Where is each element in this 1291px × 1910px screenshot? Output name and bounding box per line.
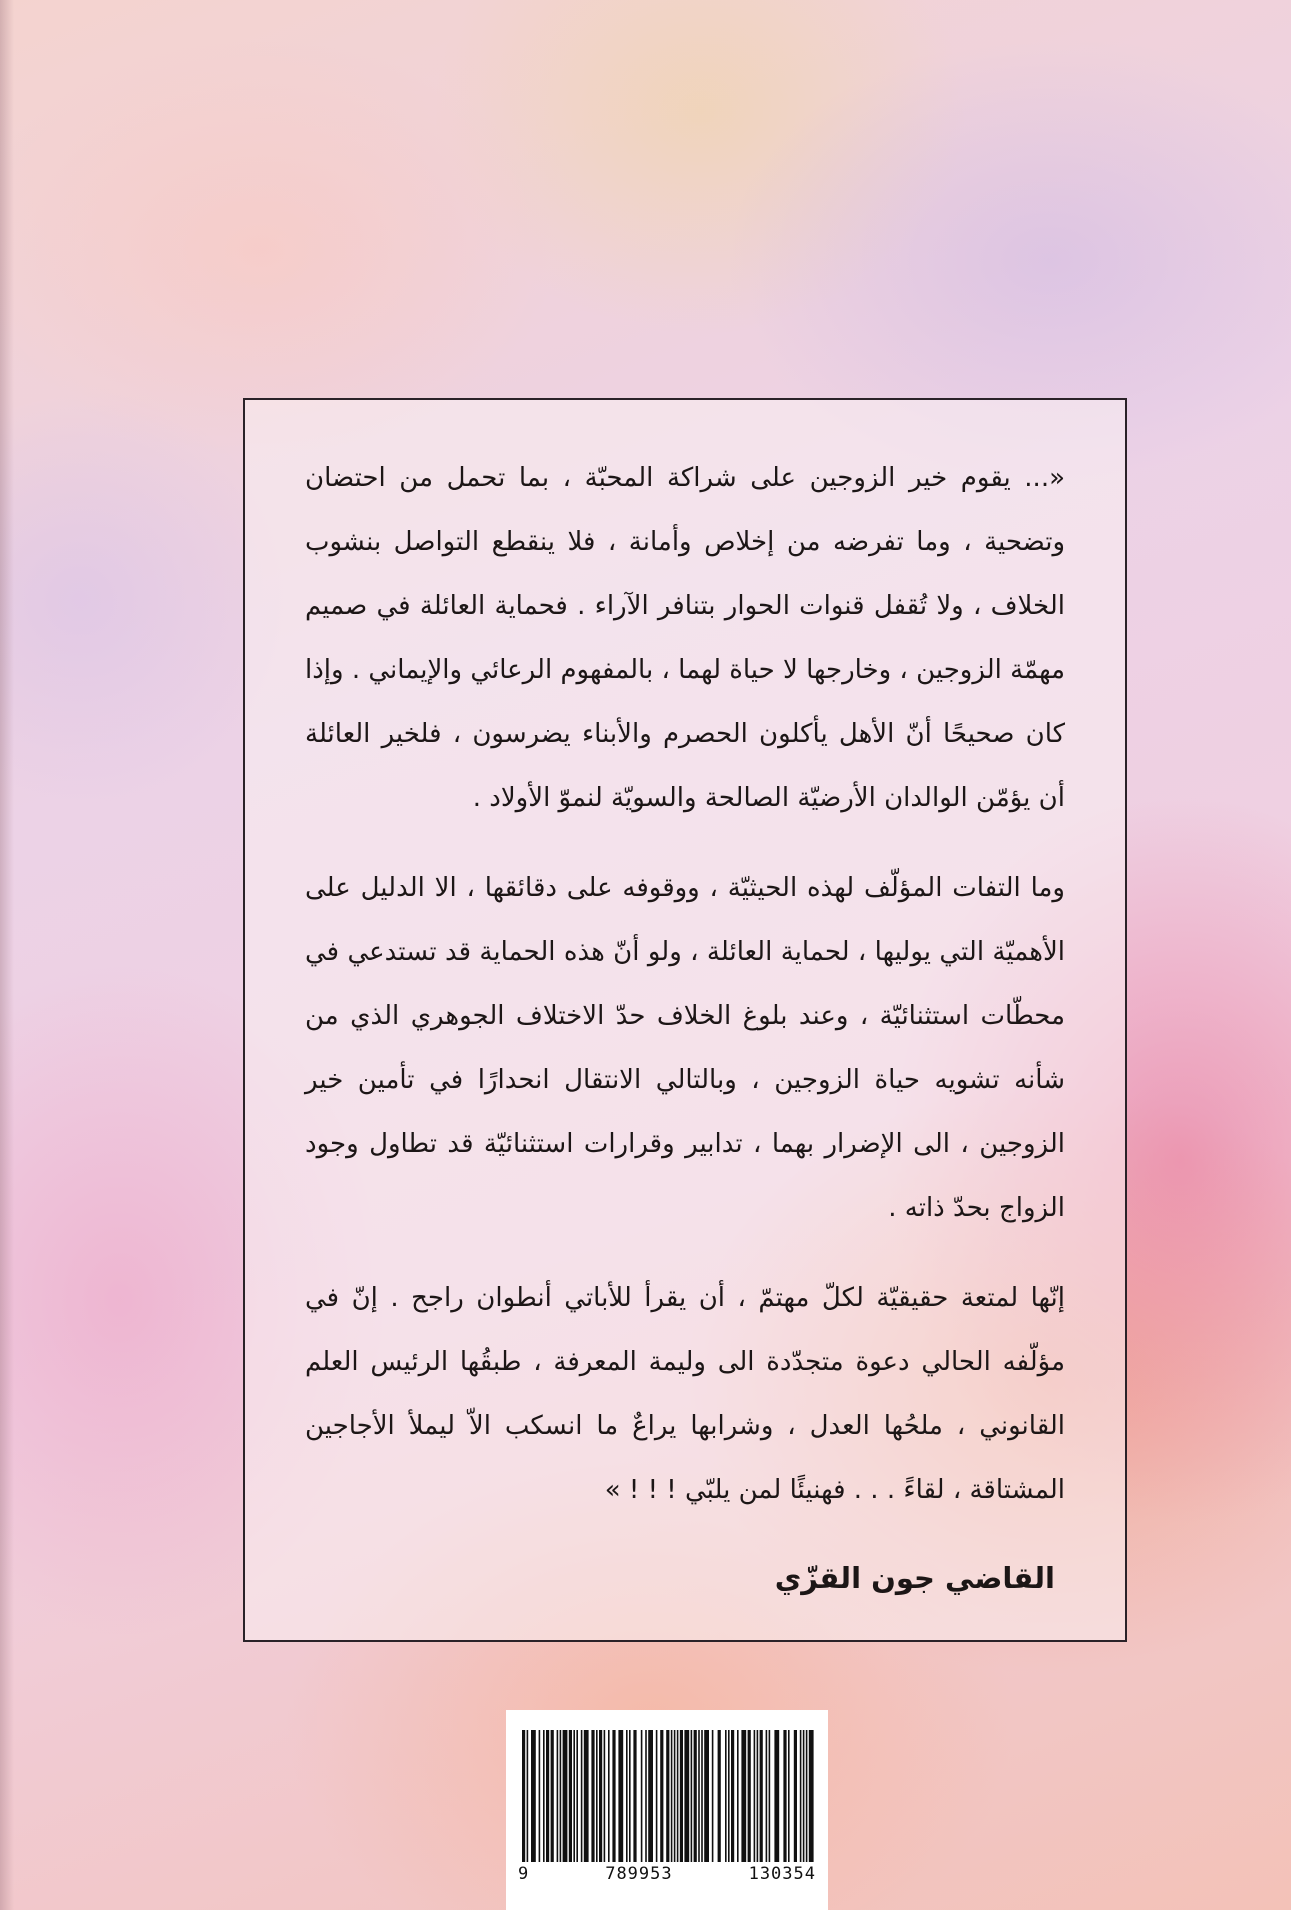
isbn-digit-lead: 9 [518, 1864, 530, 1884]
barcode-bar [783, 1730, 786, 1862]
barcode-bar [596, 1730, 598, 1862]
isbn-digits-right: 130354 [748, 1864, 816, 1884]
barcode-bar [599, 1730, 602, 1862]
barcode-bar [698, 1730, 700, 1862]
barcode-bar [656, 1730, 658, 1862]
barcode-bar [684, 1730, 689, 1862]
barcode-bar [788, 1730, 790, 1862]
barcode-bar [557, 1730, 559, 1862]
blurb-signature: القاضي جون القزّي [774, 1561, 1055, 1595]
barcode-bar [543, 1730, 545, 1862]
barcode-bar [660, 1730, 663, 1862]
barcode-bar [608, 1730, 610, 1862]
barcode-bar [626, 1730, 628, 1862]
barcode-bar [794, 1730, 797, 1862]
blurb-paragraph-1: «... يقوم خير الزوجين على شراكة المحبّة ، بما تحمل من احتضان وتضحية ، وما تفرضه من إخلاص وأمانة ، فلا ينقطع التواصل بنشوب الخلاف ، ولا تُقفل قنوات الحوار بتنافر الآراء . فحماية العائلة في صميم مهمّة الزوجين ، وخارجها لا حياة لهما ، بالمفهوم الرعائي والإيماني . وإذا كان صحيحًا أنّ الأهل يأكلون الحصرم والأبناء يضرسون ، فلخير العائلة أن يؤمّن الوالدان الأرضيّة الصالحة والسويّة لنموّ الأولاد . [305, 463, 1065, 813]
barcode-bar [522, 1730, 525, 1862]
barcode-bar [618, 1730, 623, 1862]
barcode-bar [677, 1730, 679, 1862]
barcode-bar [546, 1730, 549, 1862]
barcode-bar [671, 1730, 673, 1862]
spine-edge [0, 0, 14, 1910]
barcode-bar [806, 1730, 808, 1862]
barcode-bar [584, 1730, 589, 1862]
barcode-bars [518, 1730, 816, 1862]
barcode-bar [680, 1730, 683, 1862]
isbn-digits-left: 789953 [605, 1864, 673, 1884]
barcode-bar [748, 1730, 751, 1862]
barcode-bar [774, 1730, 779, 1862]
barcode-bar [718, 1730, 721, 1862]
barcode-bar [645, 1730, 647, 1862]
barcode-bar [629, 1730, 631, 1862]
barcode-bar [760, 1730, 763, 1862]
barcode-bar [704, 1730, 709, 1862]
barcode-bar [728, 1730, 730, 1862]
isbn-digits [518, 1864, 816, 1884]
barcode-bar [581, 1730, 583, 1862]
barcode-bar [725, 1730, 727, 1862]
barcode-bar [563, 1730, 568, 1862]
barcode-bar [604, 1730, 606, 1862]
barcode-bar [539, 1730, 541, 1862]
barcode-bar [569, 1730, 572, 1862]
barcode-bar [674, 1730, 676, 1862]
barcode-bar [648, 1730, 653, 1862]
blurb-box [243, 398, 1127, 1642]
barcode-bar [560, 1730, 562, 1862]
barcode-bar [612, 1730, 615, 1862]
blurb-paragraph-2: وما التفات المؤلّف لهذه الحيثيّة ، ووقوفه على دقائقها ، الا الدليل على الأهميّة التي يوليها ، لحماية العائلة ، ولو أنّ هذه الحماية قد تستدعي في محطّات استثنائيّة ، وعند بلوغ الخلاف حدّ الاختلاف الجوهري الذي من شأنه تشويه حياة الزوجين ، وبالتالي الانتقال انحدارًا في تأمين خير الزوجين ، الى الإضرار بهما ، تدابير وقرارات استثنائيّة قد تطاول وجود الزواج بحدّ ذاته . [305, 873, 1065, 1223]
barcode-bar [754, 1730, 756, 1862]
barcode-bar [731, 1730, 734, 1862]
barcode-bar [712, 1730, 714, 1862]
barcode-bar [694, 1730, 697, 1862]
barcode-bar [701, 1730, 703, 1862]
isbn-barcode [506, 1710, 828, 1910]
barcode-bar [527, 1730, 529, 1862]
barcode-bar [769, 1730, 771, 1862]
barcode-bar [591, 1730, 594, 1862]
barcode-bar [809, 1730, 814, 1862]
barcode-bar [766, 1730, 768, 1862]
barcode-bar [737, 1730, 739, 1862]
barcode-bar [691, 1730, 693, 1862]
barcode-bar [757, 1730, 759, 1862]
barcode-bar [641, 1730, 643, 1862]
barcode-bar [800, 1730, 802, 1862]
barcode-bar [741, 1730, 746, 1862]
barcode-bar [573, 1730, 575, 1862]
barcode-bar [803, 1730, 805, 1862]
blurb-paragraph-3: إنّها لمتعة حقيقيّة لكلّ مهتمّ ، أن يقرأ للأباتي أنطوان راجح . إنّ في مؤلّفه الحالي دعوة متجدّدة الى وليمة المعرفة ، طبقُها الرئيس العلم القانوني ، ملحُها العدل ، وشرابها يراعٌ ما انسكب الاّ ليملأ الأجاجين المشتاقة ، لقاءً . . . فهنيئًا لمن يلبّي ! ! ! » [305, 1283, 1065, 1505]
barcode-bar [576, 1730, 578, 1862]
barcode-bar [666, 1730, 669, 1862]
barcode-bar [633, 1730, 636, 1862]
barcode-bar [531, 1730, 536, 1862]
barcode-bar [551, 1730, 554, 1862]
